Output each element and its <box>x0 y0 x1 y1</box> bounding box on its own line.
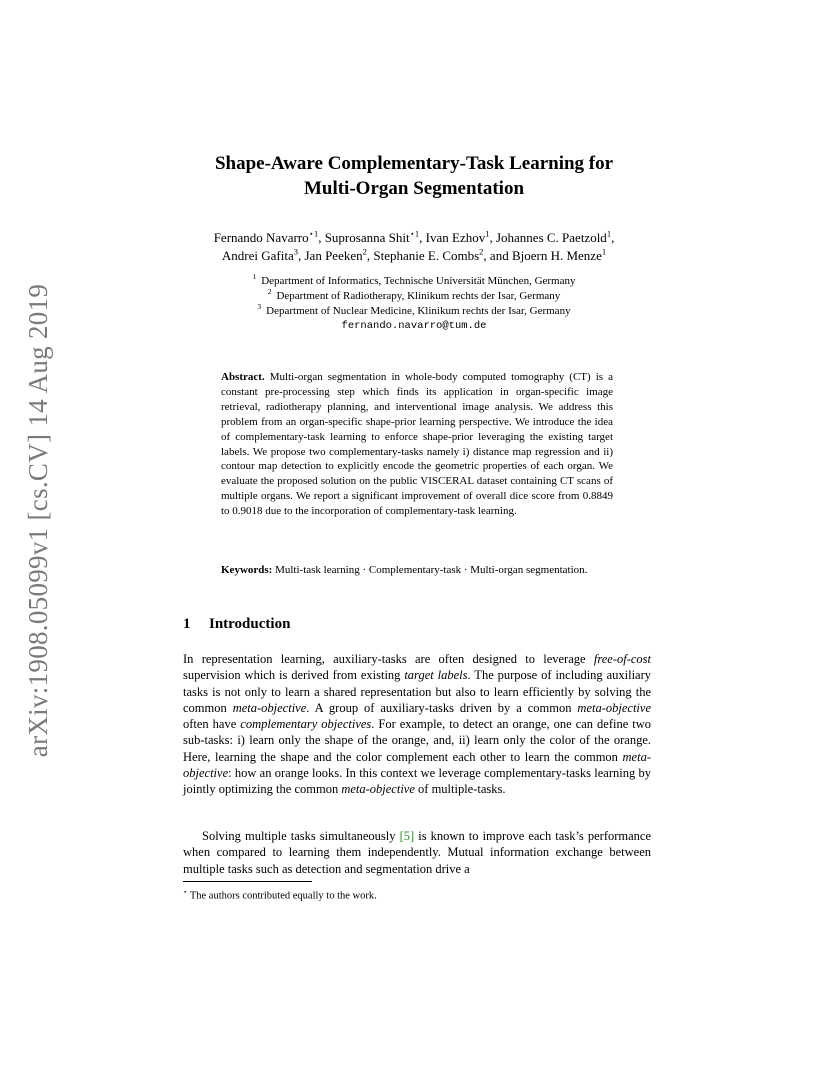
author-affil-mark: 1 <box>601 246 607 257</box>
emphasis: meta-objective <box>232 700 307 715</box>
keywords-text: Multi-task learning · Complementary-task · Multi-organ segmentation. <box>275 564 588 576</box>
intro-paragraph-1 <box>183 651 651 798</box>
citation-link[interactable]: [5] <box>399 829 415 843</box>
affiliations <box>150 274 678 334</box>
author-name: Jan Peeken <box>304 248 363 263</box>
emphasis: target labels <box>404 668 468 683</box>
author-affil-mark: 2 <box>362 246 367 257</box>
text-run: . A group of auxiliary-tasks driven by a common <box>306 700 578 715</box>
abstract-text: Multi-organ segmentation in whole-body computed tomography (CT) is a constant pre-processing step which finds its application in organ-specific image retrieval, radiotherapy planning, and interventional image analysis. We address this problem from an organ-specific shape-prior learning perspective. We introduce the idea of complementary-task learning to enforce shape-prior leveraging the existing target labels. We propose two complementary-tasks namely i) distance map regression and ii) contour map detection to explicitly encode the geometric properties of each organ. We evaluate the proposed solution on the public VISCERAL dataset containing CT scans of multiple organs. We report a significant improvement of overall dice score from 0.8849 to 0.9018 due to the incorporation of complementary-task learning. <box>221 371 614 518</box>
author-affil-mark: ⋆1 <box>409 228 420 239</box>
abstract-block <box>221 370 613 519</box>
title-line-1: Shape-Aware Complementary-Task Learning for <box>214 153 614 174</box>
keywords-block <box>221 563 613 578</box>
author-separator: , and <box>483 248 512 263</box>
paper-title <box>150 151 678 201</box>
arxiv-identifier-text: arXiv:1908.05099v1 [cs.CV] 14 Aug 2019 <box>23 283 54 757</box>
affiliation-text: Department of Informatics, Technische Universität München, Germany <box>261 275 576 287</box>
emphasis: meta-objective <box>183 749 651 781</box>
text-run: often have <box>183 717 241 732</box>
author-affil-mark: 2 <box>479 246 484 257</box>
footnote <box>183 886 651 903</box>
arxiv-identifier-stamp <box>19 285 59 755</box>
intro-paragraph-2 <box>183 828 651 877</box>
author-name: Ivan Ezhov <box>425 230 486 245</box>
author-name: Stephanie E. Combs <box>373 248 480 263</box>
affiliation-line <box>150 289 678 304</box>
footnote-divider <box>183 881 312 882</box>
emphasis: meta-objective <box>577 700 651 715</box>
affiliation-text: Department of Radiotherapy, Klinikum rechts der Isar, Germany <box>276 290 561 302</box>
footnote-mark: ⋆ <box>183 888 188 896</box>
author-separator: , <box>611 230 615 245</box>
keywords-label: Keywords: <box>221 564 273 576</box>
author-affil-mark: 1 <box>606 228 612 239</box>
text-run: : how an orange looks. In this context we leverage complementary-tasks learning by jointly optimizing the common <box>183 766 651 797</box>
affiliation-line <box>150 274 678 289</box>
author-name: Andrei Gafita <box>221 248 294 263</box>
title-line-2: Multi-Organ Segmentation <box>303 178 525 199</box>
author-affil-mark: 1 <box>485 228 490 239</box>
author-name: Bjoern H. Menze <box>511 248 602 263</box>
text-run: . The purpose of including auxiliary tasks is not only to learn a shared representation but also to learn efficiently by solving the common <box>183 668 651 715</box>
text-run: Solving multiple tasks simultaneously <box>202 829 400 843</box>
paragraph-text <box>183 828 651 877</box>
contact-email[interactable]: fernando.navarro@tum.de <box>341 320 487 332</box>
author-line-2 <box>150 247 678 265</box>
author-list <box>150 229 678 265</box>
footnote-text: The authors contributed equally to the work. <box>189 890 377 902</box>
text-run: supervision which is derived from existing <box>183 668 405 683</box>
paragraph-text <box>183 651 651 798</box>
author-affil-mark: 3 <box>293 246 298 257</box>
text-run: of multiple-tasks. <box>414 782 506 797</box>
affiliation-line <box>150 304 678 319</box>
author-name: Fernando Navarro <box>213 230 309 245</box>
author-separator: , <box>298 248 305 263</box>
author-separator: , <box>366 248 374 263</box>
section-title: Introduction <box>209 616 291 632</box>
section-number: 1 <box>183 616 191 632</box>
text-run: is known to improve each task’s performance when compared to learning them independently. Mutual information exchange between multiple tasks such as detection and segmentation drive a <box>183 829 652 876</box>
author-name: Suprosanna Shit <box>324 230 410 245</box>
text-run: . For example, to detect an orange, one can define two sub-tasks: i) learn only the shape of the orange, and, ii) learn only the color of the orange. Here, learning the shape and the color complement each other to learn the common <box>183 717 652 764</box>
author-line-1 <box>150 229 678 247</box>
author-separator: , <box>489 230 496 245</box>
emphasis: complementary objectives <box>240 717 372 732</box>
affiliation-text: Department of Nuclear Medicine, Klinikum rechts der Isar, Germany <box>266 305 571 317</box>
author-affil-mark: ⋆1 <box>308 228 319 239</box>
affiliation-mark: 1 <box>252 272 257 282</box>
emphasis: free-of-cost <box>593 652 651 666</box>
emphasis: meta-objective <box>341 782 415 797</box>
abstract-label: Abstract. <box>221 371 265 383</box>
affiliation-mark: 2 <box>267 287 272 297</box>
section-heading <box>183 616 653 633</box>
text-run: In representation learning, auxiliary-tasks are often designed to leverage <box>183 652 594 666</box>
author-separator: , <box>419 230 426 245</box>
author-separator: , <box>318 230 325 245</box>
affiliation-mark: 3 <box>257 302 262 312</box>
author-name: Johannes C. Paetzold <box>495 230 607 245</box>
